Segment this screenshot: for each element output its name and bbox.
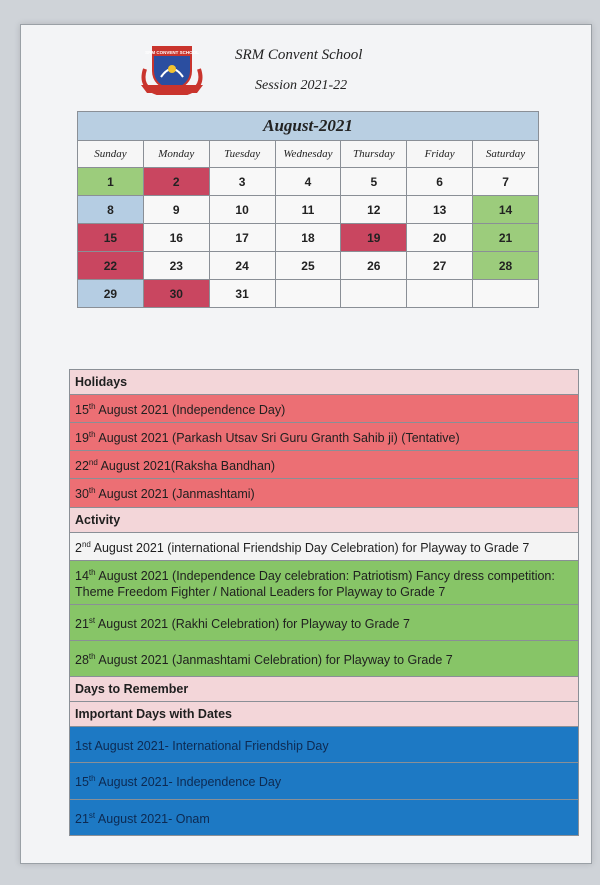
activity-heading: Activity bbox=[69, 508, 579, 533]
date-cell: 7 bbox=[473, 168, 539, 196]
date-cell: 18 bbox=[275, 224, 341, 252]
date-cell: 28 bbox=[473, 252, 539, 280]
activity-item: 2nd August 2021 (international Friendship Day Celebration) for Playway to Grade 7 bbox=[69, 533, 579, 561]
holiday-item: 15th August 2021 (Independence Day) bbox=[69, 395, 579, 423]
day-header-saturday: Saturday bbox=[473, 141, 539, 168]
day-header-friday: Friday bbox=[407, 141, 473, 168]
date-cell: 16 bbox=[143, 224, 209, 252]
day-header-wednesday: Wednesday bbox=[275, 141, 341, 168]
date-cell: 9 bbox=[143, 196, 209, 224]
date-cell bbox=[473, 280, 539, 308]
date-cell: 24 bbox=[209, 252, 275, 280]
holiday-item: 19th August 2021 (Parkash Utsav Sri Guru Granth Sahib ji) (Tentative) bbox=[69, 423, 579, 451]
calendar-table bbox=[77, 111, 539, 308]
holiday-item: 22nd August 2021(Raksha Bandhan) bbox=[69, 451, 579, 479]
important-day-item: 15th August 2021- Independence Day bbox=[69, 763, 579, 799]
holiday-item: 30th August 2021 (Janmashtami) bbox=[69, 479, 579, 507]
date-cell: 13 bbox=[407, 196, 473, 224]
date-cell: 17 bbox=[209, 224, 275, 252]
day-header-sunday: Sunday bbox=[78, 141, 144, 168]
date-cell: 14 bbox=[473, 196, 539, 224]
day-header-tuesday: Tuesday bbox=[209, 141, 275, 168]
date-cell: 10 bbox=[209, 196, 275, 224]
date-cell: 12 bbox=[341, 196, 407, 224]
date-cell: 30 bbox=[143, 280, 209, 308]
date-cell: 4 bbox=[275, 168, 341, 196]
date-cell: 20 bbox=[407, 224, 473, 252]
date-cell: 15 bbox=[78, 224, 144, 252]
holidays-heading: Holidays bbox=[69, 369, 579, 395]
date-cell: 21 bbox=[473, 224, 539, 252]
activity-item: 28th August 2021 (Janmashtami Celebration) for Playway to Grade 7 bbox=[69, 641, 579, 677]
date-cell bbox=[407, 280, 473, 308]
date-cell: 11 bbox=[275, 196, 341, 224]
school-logo-icon bbox=[137, 39, 207, 99]
date-cell: 27 bbox=[407, 252, 473, 280]
events-table bbox=[69, 369, 579, 836]
days-to-remember-heading: Days to Remember bbox=[69, 677, 579, 702]
session-label: Session 2021-22 bbox=[255, 78, 348, 93]
date-cell bbox=[275, 280, 341, 308]
important-day-item: 1st August 2021- International Friendship Day bbox=[69, 727, 579, 763]
date-cell: 1 bbox=[78, 168, 144, 196]
school-name: SRM Convent School bbox=[235, 47, 363, 63]
date-cell: 22 bbox=[78, 252, 144, 280]
date-cell: 19 bbox=[341, 224, 407, 252]
date-cell: 5 bbox=[341, 168, 407, 196]
day-header-thursday: Thursday bbox=[341, 141, 407, 168]
month-title: August-2021 bbox=[78, 112, 539, 141]
date-cell: 26 bbox=[341, 252, 407, 280]
activity-item: 14th August 2021 (Independence Day celebration: Patriotism) Fancy dress competition: Theme Freedom Fighter / National Leaders for Playway to Grade 7 bbox=[69, 561, 579, 605]
date-cell: 8 bbox=[78, 196, 144, 224]
day-header-monday: Monday bbox=[143, 141, 209, 168]
date-cell: 29 bbox=[78, 280, 144, 308]
logo-text: SRM CONVENT SCHOOL bbox=[145, 50, 199, 55]
activity-item: 21st August 2021 (Rakhi Celebration) for Playway to Grade 7 bbox=[69, 605, 579, 641]
calendar-sheet bbox=[20, 24, 592, 864]
important-day-item: 21st August 2021- Onam bbox=[69, 800, 579, 836]
date-cell: 2 bbox=[143, 168, 209, 196]
date-cell: 6 bbox=[407, 168, 473, 196]
date-cell: 31 bbox=[209, 280, 275, 308]
date-cell: 25 bbox=[275, 252, 341, 280]
date-cell: 23 bbox=[143, 252, 209, 280]
date-cell: 3 bbox=[209, 168, 275, 196]
date-cell bbox=[341, 280, 407, 308]
important-days-heading: Important Days with Dates bbox=[69, 702, 579, 727]
